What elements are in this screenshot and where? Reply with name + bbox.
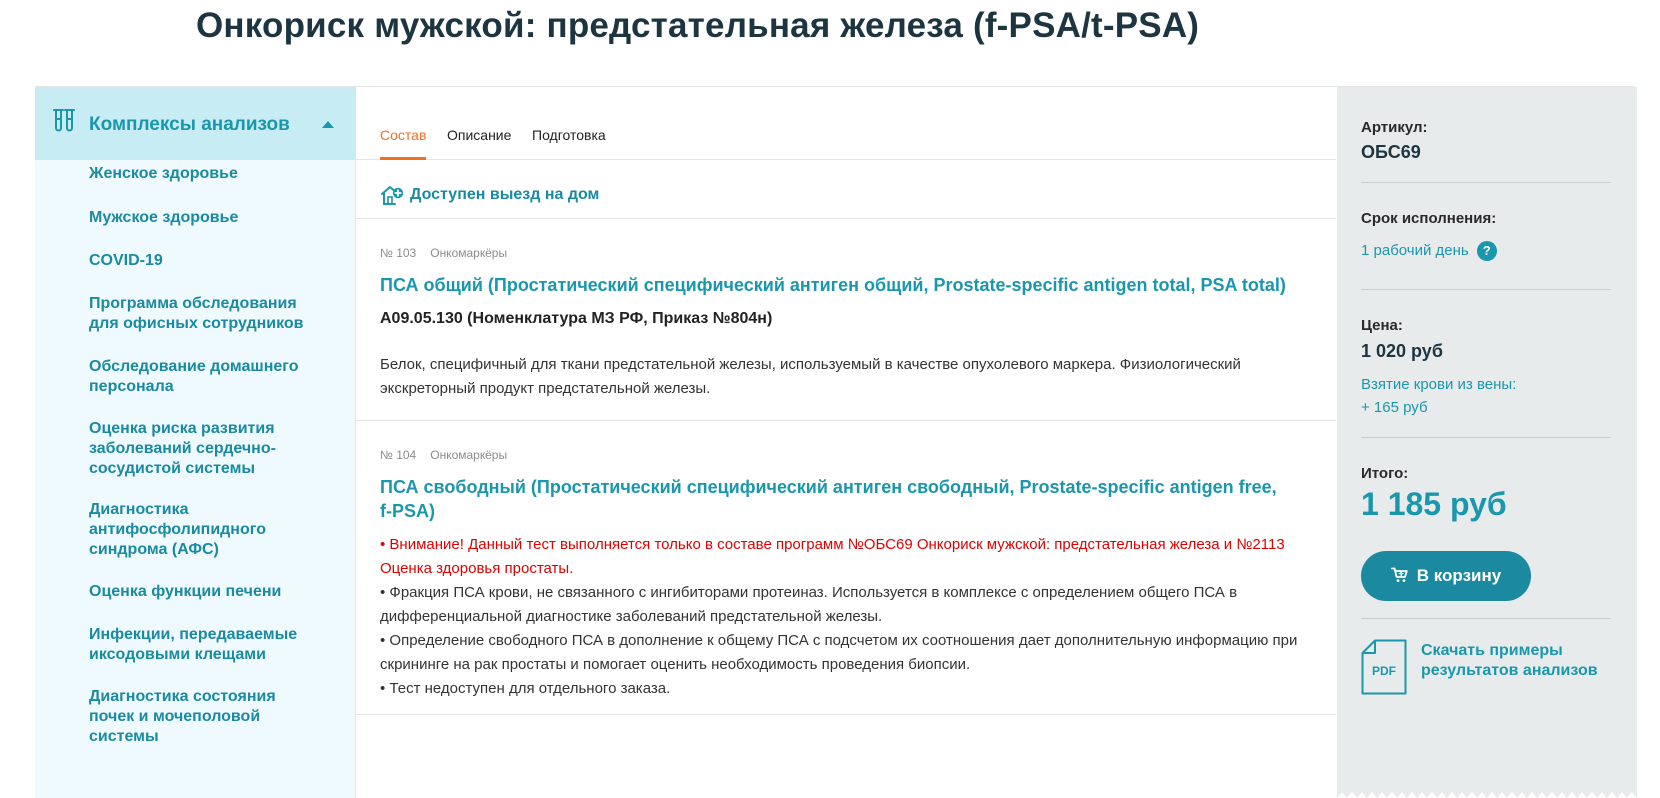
download-examples-link[interactable] [1361,639,1611,699]
add-to-cart-label: В корзину [1416,566,1502,585]
article-label: Артикул: [1361,119,1428,136]
duration-label: Срок исполнения: [1361,210,1497,227]
article-value: ОБС69 [1361,142,1421,162]
sidebar-item-kidneys[interactable]: Диагностика состояния почек и мочеполовой системы [89,688,276,745]
test-note: • Тест недоступен для отдельного заказа. [380,680,671,697]
price-label: Цена: [1361,317,1403,334]
sidebar-category-toggle[interactable] [35,87,355,160]
receipt-edge [1337,788,1637,798]
sidebar-item-womens-health[interactable]: Женское здоровье [89,165,238,182]
test-category: Онкомаркёры [430,448,508,462]
sidebar-item-domestic-staff[interactable]: Обследование домашнего персонала [89,358,299,395]
test-description: Белок, специфичный для ткани предстательной железы, используемый в качестве опухолевого маркера. Физиологический экскреторный продукт предстательной железы. [380,356,1241,397]
test-note: • Определение свободного ПСА в дополнение к общему ПСА с подсчетом их соотношения дает дополнительную информацию при скрининге на рак простаты и помогает оценить необходимость проведения биопсии. [380,632,1298,673]
download-examples-label: Скачать примеры результатов анализов [1421,642,1598,679]
total-label: Итого: [1361,465,1409,482]
divider [356,420,1336,421]
page-title: Онкориск мужской: предстательная железа (f-PSA/t-PSA) [196,6,1200,45]
test-tubes-icon [53,109,75,135]
sidebar-item-tick-infections[interactable]: Инфекции, передаваемые иксодовыми клещами [89,626,298,663]
test-meta [380,246,507,260]
tab-description[interactable]: Описание [447,127,512,143]
total-value: 1 185 руб [1361,486,1507,522]
sidebar-item-antiphospholipid[interactable]: Диагностика антифосфолипидного синдрома (АФС) [89,501,266,558]
sidebar-item-office-program[interactable]: Программа обследования для офисных сотрудников [89,295,304,332]
pdf-badge-text: PDF [1372,664,1396,678]
test-title-psa-free[interactable]: ПСА свободный (Простатический специфический антиген свободный, Prostate-specific antigen free, f-PSA) [380,477,1277,521]
test-warning: • Внимание! Данный тест выполняется только в составе программ №ОБС69 Онкориск мужской: предстательная железа и №2113 Оценка здоровья простаты. [380,536,1285,577]
test-code: A09.05.130 (Номенклатура МЗ РФ, Приказ №804н) [380,310,773,327]
sidebar-category-label: Комплексы анализов [89,114,290,135]
test-number: № 103 [380,246,417,260]
sidebar-item-liver-function[interactable]: Оценка функции печени [89,583,282,600]
sidebar-item-mens-health[interactable]: Мужское здоровье [89,209,239,226]
test-number: № 104 [380,448,417,462]
divider [1361,182,1611,183]
test-notes [380,533,1300,701]
tab-preparation[interactable]: Подготовка [532,127,606,143]
sidebar [35,87,356,798]
divider [1361,437,1611,438]
tab-bar [356,87,1336,160]
caret-up-icon[interactable] [322,121,334,128]
test-category: Онкомаркёры [430,246,508,260]
pdf-file-icon [1361,639,1407,695]
sidebar-item-cardio-risk[interactable]: Оценка риска развития заболеваний сердечно-сосудистой системы [89,420,276,477]
tab-composition[interactable]: Состав [380,127,427,143]
help-icon[interactable]: ? [1477,241,1497,261]
test-note: • Фракция ПСА крови, не связанного с ингибиторами протеиназ. Используется в комплексе с определением общего ПСА в дифференциальной диагностике заболеваний предстательной железы. [380,584,1238,625]
blood-draw-value: + 165 руб [1361,399,1428,416]
main-content [356,87,1336,798]
divider [356,714,1336,715]
duration-value [1361,241,1497,261]
sidebar-item-covid[interactable]: COVID-19 [89,252,163,269]
add-to-cart-button[interactable] [1361,551,1531,601]
duration-text: 1 рабочий день [1361,241,1469,259]
divider [1361,289,1611,290]
blood-draw-label: Взятие крови из вены: [1361,376,1517,393]
divider [356,218,1336,219]
home-visit-icon [380,183,404,207]
order-panel [1337,87,1637,798]
home-visit-label: Доступен выезд на дом [410,186,600,203]
cart-icon [1391,567,1409,583]
divider [1361,618,1611,619]
test-meta [380,448,507,462]
price-value: 1 020 руб [1361,341,1443,361]
test-title-psa-total[interactable]: ПСА общий (Простатический специфический антиген общий, Prostate-specific antigen total, PSA total) [380,275,1286,295]
